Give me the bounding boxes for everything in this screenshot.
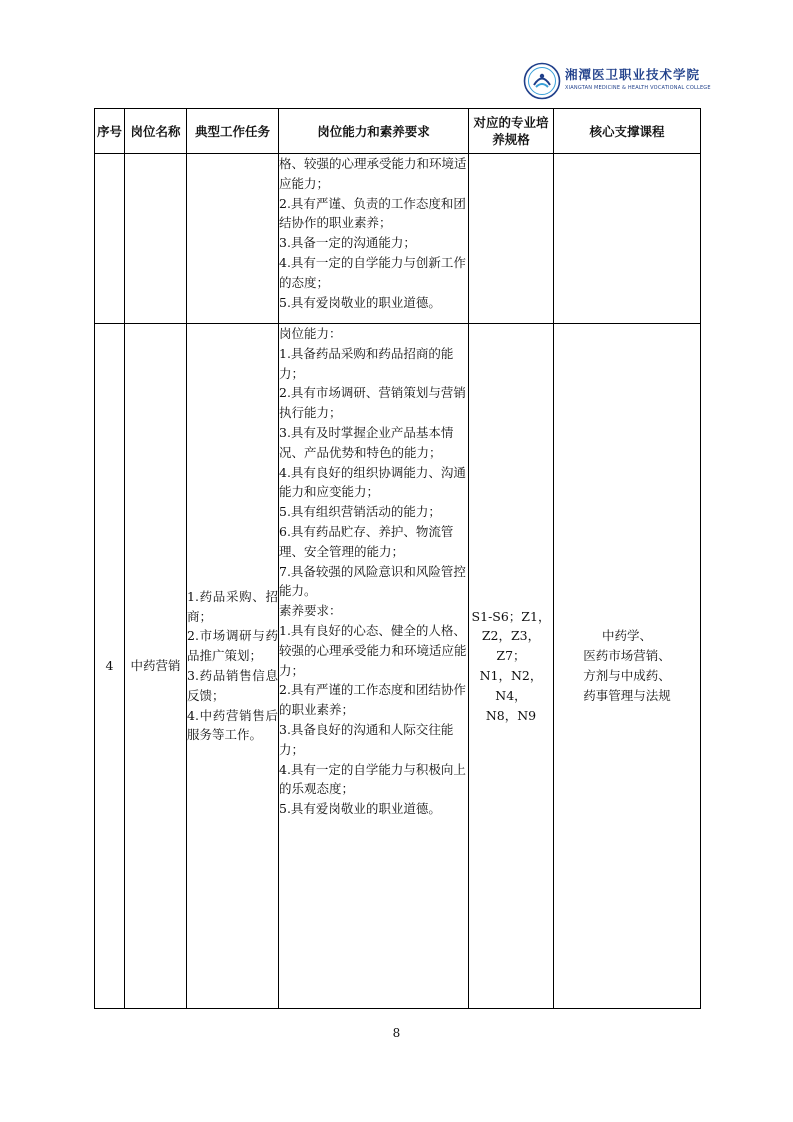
cell-ability bbox=[279, 154, 469, 324]
table-row-continued bbox=[95, 154, 701, 324]
ability-line: 4.具有一定的自学能力与创新工作的态度； bbox=[279, 254, 466, 290]
task-item: 4.中药营销售后服务等工作。 bbox=[187, 707, 278, 743]
ability-line: 岗位能力： bbox=[279, 326, 342, 341]
ability-line: 1.具备药品采购和药品招商的能力； bbox=[279, 345, 454, 381]
cell-tasks bbox=[187, 324, 279, 1009]
ability-line: 6.具有药品贮存、养护、物流管理、安全管理的能力； bbox=[279, 523, 454, 559]
ability-line: 3.具备一定的沟通能力； bbox=[279, 235, 416, 251]
ability-line: 素养要求： bbox=[279, 603, 342, 619]
cell-position: 中药营销 bbox=[125, 324, 187, 1009]
course-item: 方剂与中成药、 bbox=[583, 668, 671, 683]
ability-line: 3.具有及时掌握企业产品基本情况、产品优势和特色的能力； bbox=[279, 424, 454, 460]
cell-index bbox=[95, 154, 125, 324]
header-position: 岗位名称 bbox=[125, 109, 187, 154]
header-ability: 岗位能力和素养要求 bbox=[279, 109, 469, 154]
ability-line: 7.具备较强的风险意识和风险管控能力。 bbox=[279, 563, 466, 599]
spec-line: S1-S6；Z1， bbox=[471, 608, 551, 624]
college-logo bbox=[523, 62, 711, 102]
course-item: 医药市场营销、 bbox=[583, 648, 671, 664]
spec-line: N8，N9 bbox=[485, 707, 537, 723]
ability-line: 5.具有爱岗敬业的职业道德。 bbox=[279, 801, 441, 817]
ability-line: 2.具有市场调研、营销策划与营销执行能力； bbox=[279, 385, 466, 421]
page-number: 8 bbox=[392, 1026, 401, 1040]
ability-line: 格、较强的心理承受能力和环境适应能力； bbox=[279, 156, 467, 191]
cell-tasks bbox=[187, 154, 279, 324]
cell-course bbox=[554, 154, 701, 324]
header-spec: 对应的专业培养规格 bbox=[469, 109, 554, 154]
position-table bbox=[94, 108, 701, 1009]
course-item: 中药学、 bbox=[601, 628, 652, 644]
ability-line: 1.具有良好的心态、健全的人格、较强的心理承受能力和环境适应能力； bbox=[279, 622, 467, 678]
college-name: 湘潭医卫职业技术学院 bbox=[565, 67, 701, 82]
task-item: 1.药品采购、招商； bbox=[187, 588, 278, 624]
header-course: 核心支撑课程 bbox=[554, 109, 701, 154]
header-index: 序号 bbox=[95, 109, 125, 154]
ability-line: 2.具有严谨的工作态度和团结协作的职业素养； bbox=[279, 682, 466, 718]
ability-line: 5.具有组织营销活动的能力； bbox=[279, 504, 441, 520]
table-row bbox=[95, 324, 701, 1009]
task-item: 3.药品销售信息反馈； bbox=[187, 668, 278, 703]
table-header-row bbox=[95, 109, 701, 154]
ability-line: 2.具有严谨、负责的工作态度和团结协作的职业素养； bbox=[279, 195, 466, 231]
cell-spec bbox=[469, 154, 554, 324]
spec-line: N1，N2，N4， bbox=[479, 668, 543, 703]
ability-line: 4.具有良好的组织协调能力、沟通能力和应变能力； bbox=[279, 464, 466, 500]
header-tasks: 典型工作任务 bbox=[187, 109, 279, 154]
ability-line: 5.具有爱岗敬业的职业道德。 bbox=[279, 294, 441, 310]
cell-spec bbox=[469, 324, 554, 1009]
college-emblem-icon bbox=[523, 62, 561, 100]
course-item: 药事管理与法规 bbox=[583, 687, 671, 703]
task-item: 2.市场调研与药品推广策划； bbox=[187, 628, 278, 664]
college-name-en: XIANGTAN MEDICINE & HEALTH VOCATIONAL COLLEGE bbox=[565, 85, 711, 91]
cell-index: 4 bbox=[95, 324, 125, 1009]
spec-line: Z2，Z3，Z7； bbox=[481, 628, 541, 664]
ability-line: 4.具有一定的自学能力与积极向上的乐观态度； bbox=[279, 761, 466, 797]
cell-position bbox=[125, 154, 187, 324]
ability-line: 3.具备良好的沟通和人际交往能力； bbox=[279, 721, 454, 757]
cell-course bbox=[554, 324, 701, 1009]
cell-ability bbox=[279, 324, 469, 1009]
